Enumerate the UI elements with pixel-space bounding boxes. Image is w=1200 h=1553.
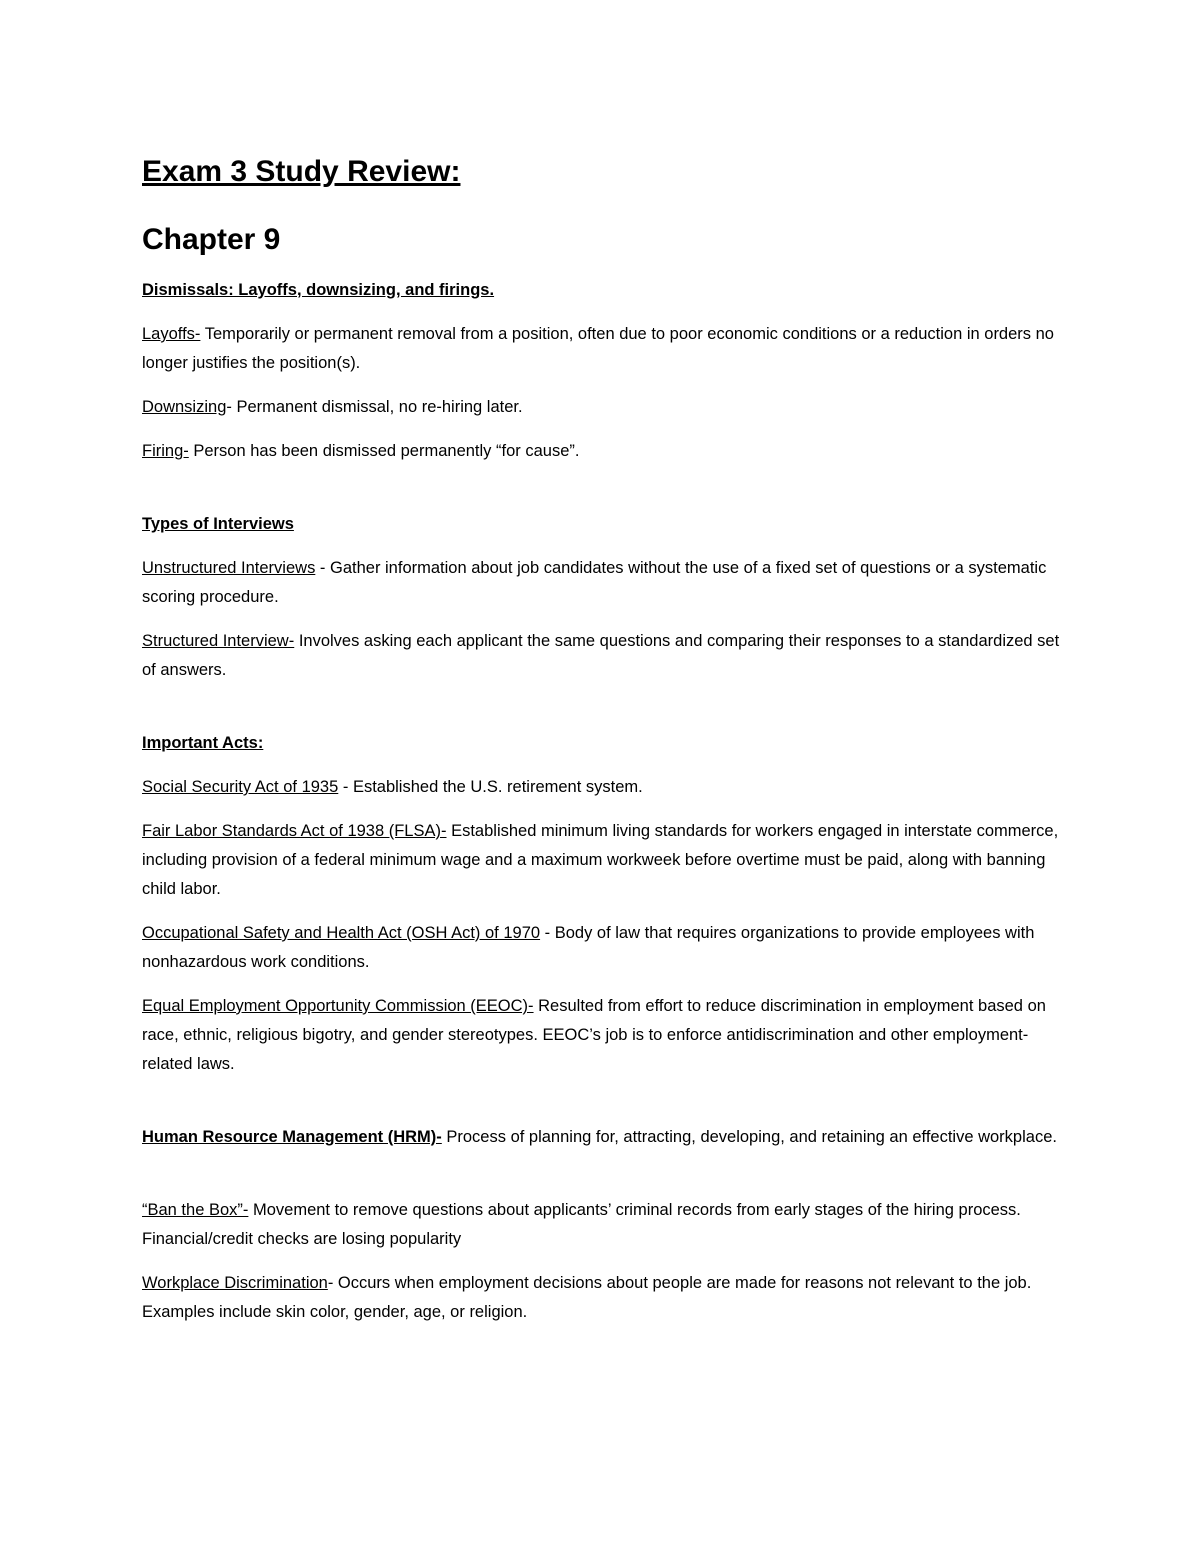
definition-osh-act	[142, 919, 1072, 977]
interviews-heading: Types of Interviews	[142, 515, 294, 533]
term-eeoc: Equal Employment Opportunity Commission (EEOC)-	[142, 997, 534, 1015]
term-social-security-act: Social Security Act of 1935	[142, 778, 339, 796]
term-unstructured-interviews: Unstructured Interviews	[142, 559, 316, 577]
definition-text: Person has been dismissed permanently “for cause”.	[188, 442, 580, 460]
acts-heading: Important Acts:	[142, 734, 264, 752]
definition-text: Movement to remove questions about applicants’ criminal records from early stages of the hiring process. Financial/credit checks are losing popularity	[142, 1201, 1021, 1248]
term-layoffs: Layoffs-	[142, 325, 201, 343]
definition-social-security-act	[142, 773, 1072, 802]
definition-firing	[142, 437, 1072, 466]
document-title: Exam 3 Study Review:	[142, 155, 461, 188]
term-downsizing: Downsizing	[142, 398, 227, 416]
definition-text: - Gather information about job candidates without the use of a fixed set of questions or a systematic scoring procedure.	[142, 559, 1047, 606]
definition-text: Temporarily or permanent removal from a position, often due to poor economic conditions or a reduction in orders no longer justifies the position(s).	[142, 325, 1054, 372]
term-hrm: Human Resource Management (HRM)-	[142, 1128, 442, 1146]
term-ban-the-box: “Ban the Box”-	[142, 1201, 249, 1219]
definition-text: - Body of law that requires organizations to provide employees with nonhazardous work conditions.	[142, 924, 1035, 971]
term-workplace-discrimination: Workplace Discrimination	[142, 1274, 328, 1292]
definition-text: - Established the U.S. retirement system.	[338, 778, 643, 796]
dismissals-heading: Dismissals: Layoffs, downsizing, and firings.	[142, 281, 495, 299]
definition-eeoc	[142, 992, 1072, 1079]
document-page	[142, 150, 1072, 1327]
definition-hrm	[142, 1123, 1072, 1152]
definition-layoffs	[142, 320, 1072, 378]
definition-text: Resulted from effort to reduce discrimination in employment based on race, ethnic, religious bigotry, and gender stereotypes. EEOC’s job is to enforce antidiscrimination and other employment-related laws.	[142, 997, 1046, 1073]
term-osh-act: Occupational Safety and Health Act (OSH Act) of 1970	[142, 924, 541, 942]
chapter-heading: Chapter 9	[142, 223, 281, 256]
definition-text: Involves asking each applicant the same questions and comparing their responses to a standardized set of answers.	[142, 632, 1060, 679]
term-firing: Firing-	[142, 442, 189, 460]
definition-text: Established minimum living standards for workers engaged in interstate commerce, including provision of a federal minimum wage and a maximum workweek before overtime must be paid, along with banning child labor.	[142, 822, 1059, 898]
definition-ban-the-box	[142, 1196, 1072, 1254]
term-flsa: Fair Labor Standards Act of 1938 (FLSA)-	[142, 822, 447, 840]
definition-structured-interview	[142, 627, 1072, 685]
definition-text: - Permanent dismissal, no re-hiring later.	[226, 398, 523, 416]
definition-text: - Occurs when employment decisions about people are made for reasons not relevant to the job. Examples include skin color, gender, age, or religion.	[142, 1274, 1032, 1321]
definition-downsizing	[142, 393, 1072, 422]
definition-text: Process of planning for, attracting, developing, and retaining an effective workplace.	[441, 1128, 1057, 1146]
definition-flsa	[142, 817, 1072, 904]
definition-workplace-discrimination	[142, 1269, 1072, 1327]
definition-unstructured-interviews	[142, 554, 1072, 612]
term-structured-interview: Structured Interview-	[142, 632, 295, 650]
